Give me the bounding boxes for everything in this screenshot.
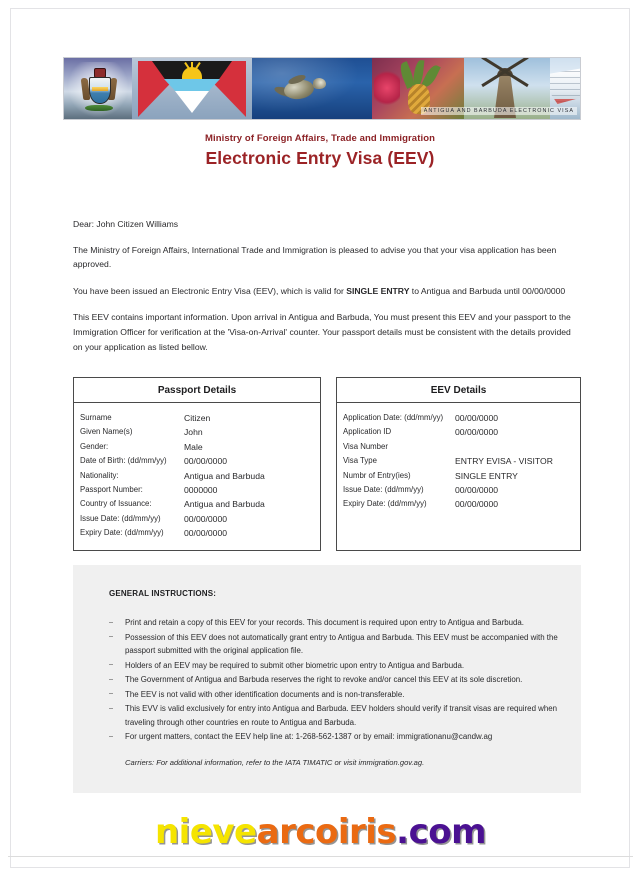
row-label: Application ID — [343, 427, 392, 437]
table-row — [337, 411, 580, 425]
list-item-text: Holders of an EEV may be required to submit other biometric upon entry to Antigua and Barbuda. — [125, 660, 465, 670]
general-instructions-list — [109, 616, 563, 744]
row-value: 00/00/0000 — [455, 427, 499, 438]
bullet-dash-icon — [109, 708, 113, 709]
watermark-part-2: arcoiris — [256, 812, 397, 852]
row-label: Surname — [80, 413, 112, 422]
letter-paragraph-3: This EEV contains important information. Upon arrival in Antigua and Barbuda, You must present this EEV and your passport to the Immigration Officer for verification at the 'Visa-on-Arrival' counter. Your passport details must be consistent with the details provided on your application as listed bellow. — [73, 312, 571, 352]
row-label: Nationality: — [80, 470, 119, 480]
table-row — [337, 425, 580, 439]
table-row — [74, 425, 320, 439]
row-value: 00/00/0000 — [455, 485, 499, 496]
row-label: Numbr of Entry(ies) — [343, 470, 411, 480]
row-label: Visa Type — [343, 456, 377, 466]
row-value: 00/00/0000 — [455, 499, 499, 510]
page-title: Electronic Entry Visa (EEV) — [205, 148, 435, 168]
row-label: Application Date: (dd/mm/yy) — [343, 413, 444, 422]
salutation: Dear: John Citizen Williams — [73, 219, 179, 229]
list-item-text: Possession of this EEV does not automatically grant entry to Antigua and Barbuda. This EEV must be accompanied with the passport submitted with the original application file. — [125, 632, 558, 655]
table-row — [74, 411, 320, 425]
row-label: Issue Date: (dd/mm/yy) — [80, 513, 161, 523]
row-value: 00/00/0000 — [184, 456, 228, 467]
table-row — [74, 483, 320, 497]
row-value: Antigua and Barbuda — [184, 499, 265, 510]
row-value: ENTRY EVISA - VISITOR — [455, 456, 553, 467]
table-row — [74, 497, 320, 511]
list-item — [109, 688, 563, 702]
site-watermark — [0, 812, 641, 852]
bottom-divider — [8, 856, 633, 857]
eev-details-rows — [337, 403, 580, 545]
bullet-dash-icon — [109, 693, 113, 694]
table-row — [337, 483, 580, 497]
row-label: Expiry Date: (dd/mm/yy) — [343, 499, 427, 509]
row-label: Given Name(s) — [80, 427, 133, 437]
banner-caption: ANTIGUA AND BARBUDA ELECTRONIC VISA — [421, 107, 577, 115]
table-row — [337, 454, 580, 468]
bullet-dash-icon — [109, 664, 113, 665]
row-value: John — [184, 427, 203, 438]
row-value: Male — [184, 441, 203, 452]
letter-paragraph-2 — [73, 284, 581, 299]
row-value: 00/00/0000 — [455, 413, 499, 423]
list-item-text: The Government of Antigua and Barbuda reserves the right to revoke and/or cancel this EEV at its sole discretion. — [125, 675, 523, 684]
document-page — [10, 8, 630, 868]
row-value: 0000000 — [184, 485, 218, 496]
list-item-text: The EEV is not valid with other identification documents and is non-transferable. — [125, 689, 405, 699]
table-row — [74, 526, 320, 540]
table-row — [74, 469, 320, 483]
general-instructions-panel — [73, 565, 581, 793]
row-label: Visa Number — [343, 441, 388, 451]
row-label: Issue Date: (dd/mm/yy) — [343, 485, 424, 495]
row-label: Country of Issuance: — [80, 499, 152, 509]
entry-type-emphasis: SINGLE ENTRY — [346, 285, 410, 296]
list-item-text: Print and retain a copy of this EEV for your records. This document is required upon entry to Antigua and Barbuda. — [125, 618, 524, 627]
row-value: 00/00/0000 — [184, 528, 228, 539]
list-item-text: This EVV is valid exclusively for entry into Antigua and Barbuda. EEV holders should verify if transit visas are required when traveling through other countries en route to Antigua and Barbuda. — [125, 704, 558, 727]
validity-date: 00/00/0000 — [522, 285, 566, 296]
paragraph-2-middle: to Antigua and Barbuda until — [409, 285, 523, 296]
table-row — [74, 440, 320, 454]
paragraph-2-prefix: You have been issued an Electronic Entry Visa (EEV), which is valid for — [73, 285, 347, 296]
header-banner — [63, 57, 581, 120]
list-item — [109, 616, 563, 630]
list-item — [109, 631, 563, 658]
letter-paragraph-1: The Ministry of Foreign Affairs, International Trade and Immigration is pleased to advise you that your visa application has been approved. — [73, 244, 557, 270]
passport-details-title: Passport Details — [74, 378, 320, 403]
row-label: Expiry Date: (dd/mm/yy) — [80, 528, 164, 538]
row-label: Passport Number: — [80, 485, 143, 495]
table-row — [74, 512, 320, 526]
list-item — [109, 702, 563, 729]
row-value: Citizen — [184, 413, 211, 423]
general-instructions-title: GENERAL INSTRUCTIONS: — [109, 589, 217, 598]
bullet-dash-icon — [109, 736, 113, 737]
row-value: Antigua and Barbuda — [184, 470, 265, 481]
bullet-dash-icon — [109, 622, 113, 623]
table-row — [337, 497, 580, 511]
list-item-text: For urgent matters, contact the EEV help line at: 1-268-562-1387 or by email: immigrationanu@candw.ag — [125, 732, 493, 741]
passport-details-rows — [74, 403, 320, 550]
carriers-note: Carriers: For additional information, refer to the IATA TIMATIC or visit immigration.gov.ag. — [125, 757, 425, 767]
list-item — [109, 659, 563, 673]
row-label: Date of Birth: (dd/mm/yy) — [80, 456, 167, 466]
list-item — [109, 730, 563, 744]
table-row — [337, 440, 580, 454]
antigua-barbuda-flag-icon — [132, 58, 252, 119]
details-tables — [73, 377, 581, 551]
letter-body — [73, 217, 581, 366]
row-label: Gender: — [80, 441, 109, 451]
sea-turtle-icon — [252, 58, 372, 119]
table-row — [74, 454, 320, 468]
watermark-part-1: nieve — [154, 812, 257, 852]
eev-details-table — [336, 377, 581, 551]
row-value: SINGLE ENTRY — [455, 470, 518, 481]
bullet-dash-icon — [109, 679, 113, 680]
row-value: 00/00/0000 — [184, 513, 228, 524]
bullet-dash-icon — [109, 636, 113, 637]
watermark-part-3: .com — [396, 812, 487, 852]
eev-details-title: EEV Details — [337, 378, 580, 403]
ministry-subtitle: Ministry of Foreign Affairs, Trade and Immigration — [204, 133, 436, 144]
table-row — [337, 469, 580, 483]
list-item — [109, 673, 563, 687]
passport-details-table — [73, 377, 321, 551]
coat-of-arms-icon — [64, 58, 132, 119]
